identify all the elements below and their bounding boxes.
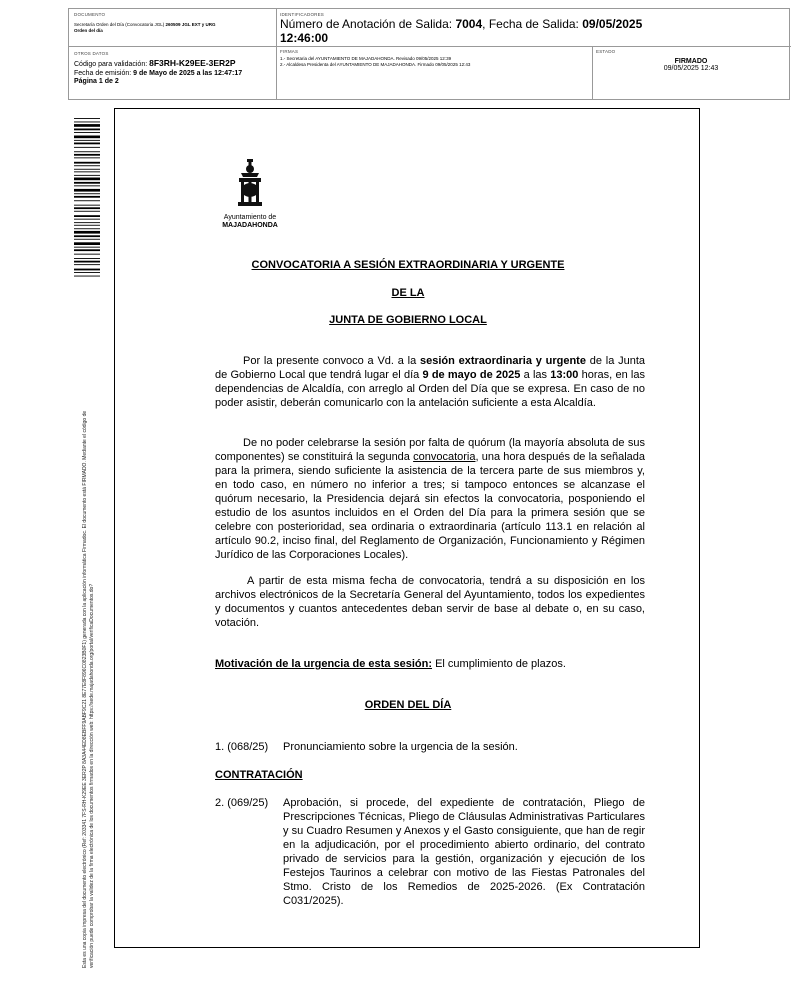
barcode-bar — [74, 124, 100, 127]
estado-value: FIRMADO — [674, 58, 708, 65]
identificadores-cell — [280, 12, 780, 45]
barcode-bar — [74, 178, 100, 181]
barcode-bar — [74, 211, 100, 212]
identificadores-label: IDENTIFICADORES — [280, 12, 325, 17]
firmas-cell — [280, 49, 590, 68]
logo-text — [215, 214, 285, 230]
vertical-text-line1: Esta es una copia impresa del documento electrónico (Ref: 203341 7FS-RH-K29EE 3ER2P 8A3A44ED8EBFF9ABF9C21 8E77E8F896C0823B0F1) generada con la aplicación informática Firmadoc. El documento está FIRMADO. Mediante el código de — [82, 410, 88, 968]
barcode-bar — [74, 140, 100, 141]
firmas-label: FIRMAS — [280, 49, 299, 54]
motivacion-label: Motivación de la urgencia de esta sesión: — [215, 658, 433, 670]
motivacion-text: El cumplimiento de plazos. — [432, 658, 566, 670]
logo-line1: Ayuntamiento de — [223, 214, 277, 221]
documento-value — [74, 22, 274, 34]
coat-of-arms-icon — [233, 159, 267, 207]
barcode-bar — [74, 132, 100, 133]
barcode-bar — [74, 269, 100, 271]
otros-datos-cell — [74, 51, 274, 87]
fecha-emision — [74, 70, 274, 79]
documento-line2: Orden del día — [74, 28, 103, 33]
codigo-prefix: Código para validación: — [74, 61, 150, 68]
barcode-bar — [74, 154, 100, 156]
municipal-logo — [215, 159, 285, 233]
barcode-bar — [74, 193, 100, 194]
documento-line1-bold: 260509 JGL EXT y URG — [165, 22, 216, 27]
vertical-text-block — [82, 308, 95, 968]
estado-cell — [596, 49, 786, 72]
fecha-emision-value: 9 de Mayo de 2025 a las 12:47:17 — [133, 69, 243, 77]
barcode-bar — [74, 157, 100, 158]
anotacion-hora: 12:46:00 — [280, 31, 329, 45]
orden-del-dia-title: ORDEN DEL DÍA — [364, 699, 452, 711]
header-divider — [69, 46, 791, 47]
logo-line2: MAJADAHONDA — [222, 222, 278, 229]
title-junta: JUNTA DE GOBIERNO LOCAL — [329, 314, 487, 326]
fecha-emision-prefix: Fecha de emisión: — [74, 69, 134, 77]
document-header — [68, 8, 790, 100]
paragraph-convocatoria — [215, 354, 645, 410]
paragraph-quorum — [215, 436, 645, 562]
barcode-bar — [74, 205, 100, 206]
barcode-bar — [74, 171, 100, 172]
barcode-bar — [74, 222, 100, 223]
agenda-item-number: 1. (068/25) — [215, 741, 269, 753]
vertical-verification-text — [80, 308, 94, 968]
barcode-bar — [74, 219, 100, 220]
p1-c: de la Junta de Gobierno Local que tendrá lugar el día — [215, 355, 645, 381]
vertical-text-line2: verificación puede comprobar la validez de la firma electrónica de los documentos firmados en la dirección web: https://sede.majadahonda.org/portal/verificaDocumentos.do? — [88, 583, 95, 968]
estado-fecha: 09/05/2025 12:43 — [663, 65, 719, 72]
barcode-bar — [74, 249, 100, 251]
barcode-bar — [74, 231, 100, 234]
barcode-bar — [74, 272, 100, 273]
header-divider — [592, 46, 593, 99]
barcode-bar — [74, 165, 100, 166]
anotacion-fecha: 09/05/2025 — [582, 17, 643, 31]
header-divider — [276, 9, 277, 99]
barcode-bar — [74, 258, 100, 259]
estado-label: ESTADO — [596, 49, 616, 54]
documento-cell — [74, 12, 274, 34]
barcode-bar — [74, 235, 100, 237]
barcode-bar — [74, 175, 100, 176]
p1-a: Por la presente convoco a Vd. a la — [243, 355, 420, 367]
barcode-image — [74, 118, 100, 278]
title-de-la: DE LA — [391, 287, 425, 299]
barcode-bar — [74, 162, 100, 164]
p2-b: convocatoria — [413, 451, 476, 463]
barcode-bar — [74, 136, 100, 139]
p1-e: a las — [520, 369, 551, 381]
p1-g: horas, en las dependencias de Alcaldía, con arreglo al Orden del Día que se expresa. En caso de no poder asistir, deberán comunicarlo con la antelación suficiente a esta Alcaldía. — [215, 369, 645, 409]
barcode-bar — [74, 215, 100, 217]
section-contratacion: CONTRATACIÓN — [215, 769, 303, 781]
barcode-bar — [74, 185, 100, 186]
anotacion-value — [280, 17, 780, 45]
pagina: Página 1 de 2 — [74, 78, 119, 85]
paragraph-disposicion: A partir de esta misma fecha de convocatoria, tendrá a su disposición en los archivos electrónicos de la Secretaría General del Ayuntamiento, todos los expedientes y documentos y cuantos antecedentes deban servir de base al debate o, en su caso, votación. — [215, 575, 645, 629]
barcode-bar — [74, 247, 100, 248]
anotacion-mid: , Fecha de Salida: — [482, 17, 583, 31]
barcode-bar — [74, 118, 100, 119]
anotacion-prefix: Número de Anotación de Salida: — [280, 17, 456, 31]
barcode-bar — [74, 143, 100, 145]
document-page — [114, 108, 700, 948]
barcode-bar — [74, 189, 100, 192]
barcode-bar — [74, 239, 100, 240]
barcode-bar — [74, 182, 100, 184]
barcode-bar — [74, 242, 100, 245]
barcode-bar — [74, 169, 100, 170]
documento-label: DOCUMENTO — [74, 12, 106, 17]
motivacion-urgencia — [215, 657, 645, 671]
barcode-bar — [74, 147, 100, 148]
barcode-bar — [74, 151, 100, 152]
barcode-bar — [74, 225, 100, 226]
firma-1: 1.- Secretaria del AYUNTAMIENTO DE MAJADAHONDA. Revisado 09/05/2025 12:39 — [280, 56, 452, 61]
barcode-bar — [74, 254, 100, 255]
barcode-bar — [74, 129, 100, 131]
p1-f: 13:00 — [550, 369, 579, 381]
p1-d: 9 de mayo de 2025 — [422, 369, 521, 381]
agenda-item-number: 2. (069/25) — [215, 797, 269, 809]
codigo-validacion — [74, 59, 274, 70]
p2-c: , una hora después de la señalada para la primera, siendo suficiente la asistencia de la tercera parte de sus miembros y, en todo caso, en número no inferior a tres; si tampoco entonces se alcanzase el quórum necesario, la Presidencia dejará sin efectos la convocatoria, posponiendo el estudio de los asuntos incluidos en el Orden del Día para la primera sesión que se celebre con posterioridad, sea ordinaria o extraordinaria (artículo 113.1 en relación al artículo 90.2, inciso final, del Reglamento de Organización, Funcionamiento y Régimen Jurídico de las Corporaciones Locales). — [215, 451, 645, 561]
anotacion-numero: 7004 — [455, 17, 483, 31]
barcode-bar — [74, 261, 100, 263]
barcode-bar — [74, 122, 100, 123]
barcode-bar — [74, 264, 100, 265]
barcode-bar — [74, 200, 100, 201]
p2-a: De no poder celebrarse la sesión por falta de quórum (la mayoría absoluta de sus componentes) se constituirá la segunda — [215, 437, 645, 463]
barcode-bar — [74, 228, 100, 229]
barcode-bar — [74, 207, 100, 209]
firma-2: 2.- Alcaldesa Presidenta del AYUNTAMIENTO DE MAJADAHONDA. Firmado 09/05/2025 12:43 — [280, 62, 471, 67]
agenda-item-text: Pronunciamiento sobre la urgencia de la sesión. — [283, 741, 518, 753]
title-convocatoria: CONVOCATORIA A SESIÓN EXTRAORDINARIA Y URGENTE — [251, 259, 565, 271]
barcode-bar — [74, 276, 100, 277]
barcode-bar — [74, 196, 100, 198]
documento-line1: Secretaría Orden del Día (Convocatoria JGL) — [74, 22, 166, 27]
otros-datos-label: OTROS DATOS — [74, 51, 109, 56]
p1-b: sesión extraordinaria y urgente — [419, 355, 586, 367]
agenda-item-text: Aprobación, si procede, del expediente de contratación, Pliego de Prescripciones Técnicas, Pliego de Cláusulas Administrativas Particulares y su Cuadro Resumen y Anexos y el Gasto consiguiente, que han de regir en la adjudicación, por el procedimiento abierto ordinario, del contrato privado de servicios para la gestión, organización y ejecución de los Festejos Taurinos a celebrar con motivo de las Fiestas Patronales del Stmo. Cristo de los Remedios de 2025-2026. (Ex Contratación C031/2025). — [283, 797, 645, 907]
codigo-value: 8F3RH-K29EE-3ER2P — [149, 58, 236, 68]
